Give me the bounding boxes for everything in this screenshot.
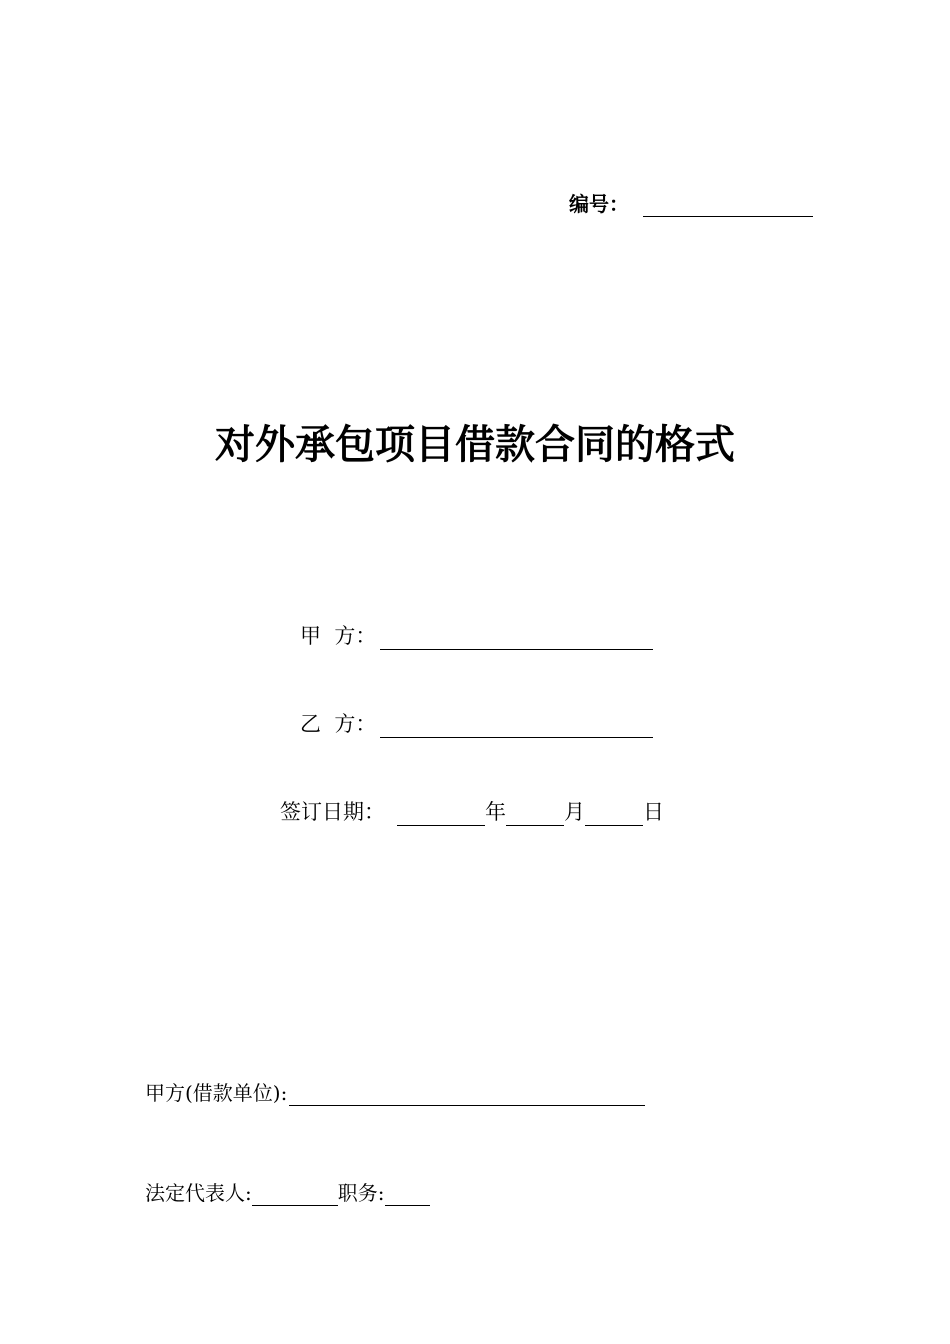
signing-date-field bbox=[280, 796, 664, 826]
borrower-label: 甲方(借款单位): bbox=[145, 1081, 288, 1105]
month-blank[interactable] bbox=[506, 805, 564, 826]
legal-representative-field bbox=[145, 1177, 430, 1206]
document-title: 对外承包项目借款合同的格式 bbox=[215, 422, 735, 468]
borrower-blank[interactable] bbox=[289, 1085, 645, 1106]
party-a-blank[interactable] bbox=[380, 629, 653, 650]
position-blank[interactable] bbox=[385, 1185, 430, 1206]
year-label: 年 bbox=[485, 800, 506, 824]
party-b-field bbox=[300, 708, 653, 738]
party-b-label: 乙 方： bbox=[300, 712, 377, 736]
month-label: 月 bbox=[564, 800, 585, 824]
legal-representative-blank[interactable] bbox=[252, 1185, 338, 1206]
position-label: 职务: bbox=[337, 1181, 385, 1205]
legal-representative-label: 法定代表人: bbox=[145, 1181, 252, 1205]
party-a-label: 甲 方： bbox=[300, 624, 377, 648]
serial-number-label: 编号： bbox=[569, 192, 629, 216]
day-label: 日 bbox=[643, 800, 664, 824]
year-blank[interactable] bbox=[397, 805, 485, 826]
borrower-field bbox=[145, 1077, 645, 1106]
serial-number-field bbox=[569, 188, 813, 217]
party-a-field bbox=[300, 620, 653, 650]
signing-date-label: 签订日期： bbox=[280, 800, 385, 824]
serial-number-blank[interactable] bbox=[643, 196, 813, 217]
party-b-blank[interactable] bbox=[380, 717, 653, 738]
day-blank[interactable] bbox=[585, 805, 643, 826]
